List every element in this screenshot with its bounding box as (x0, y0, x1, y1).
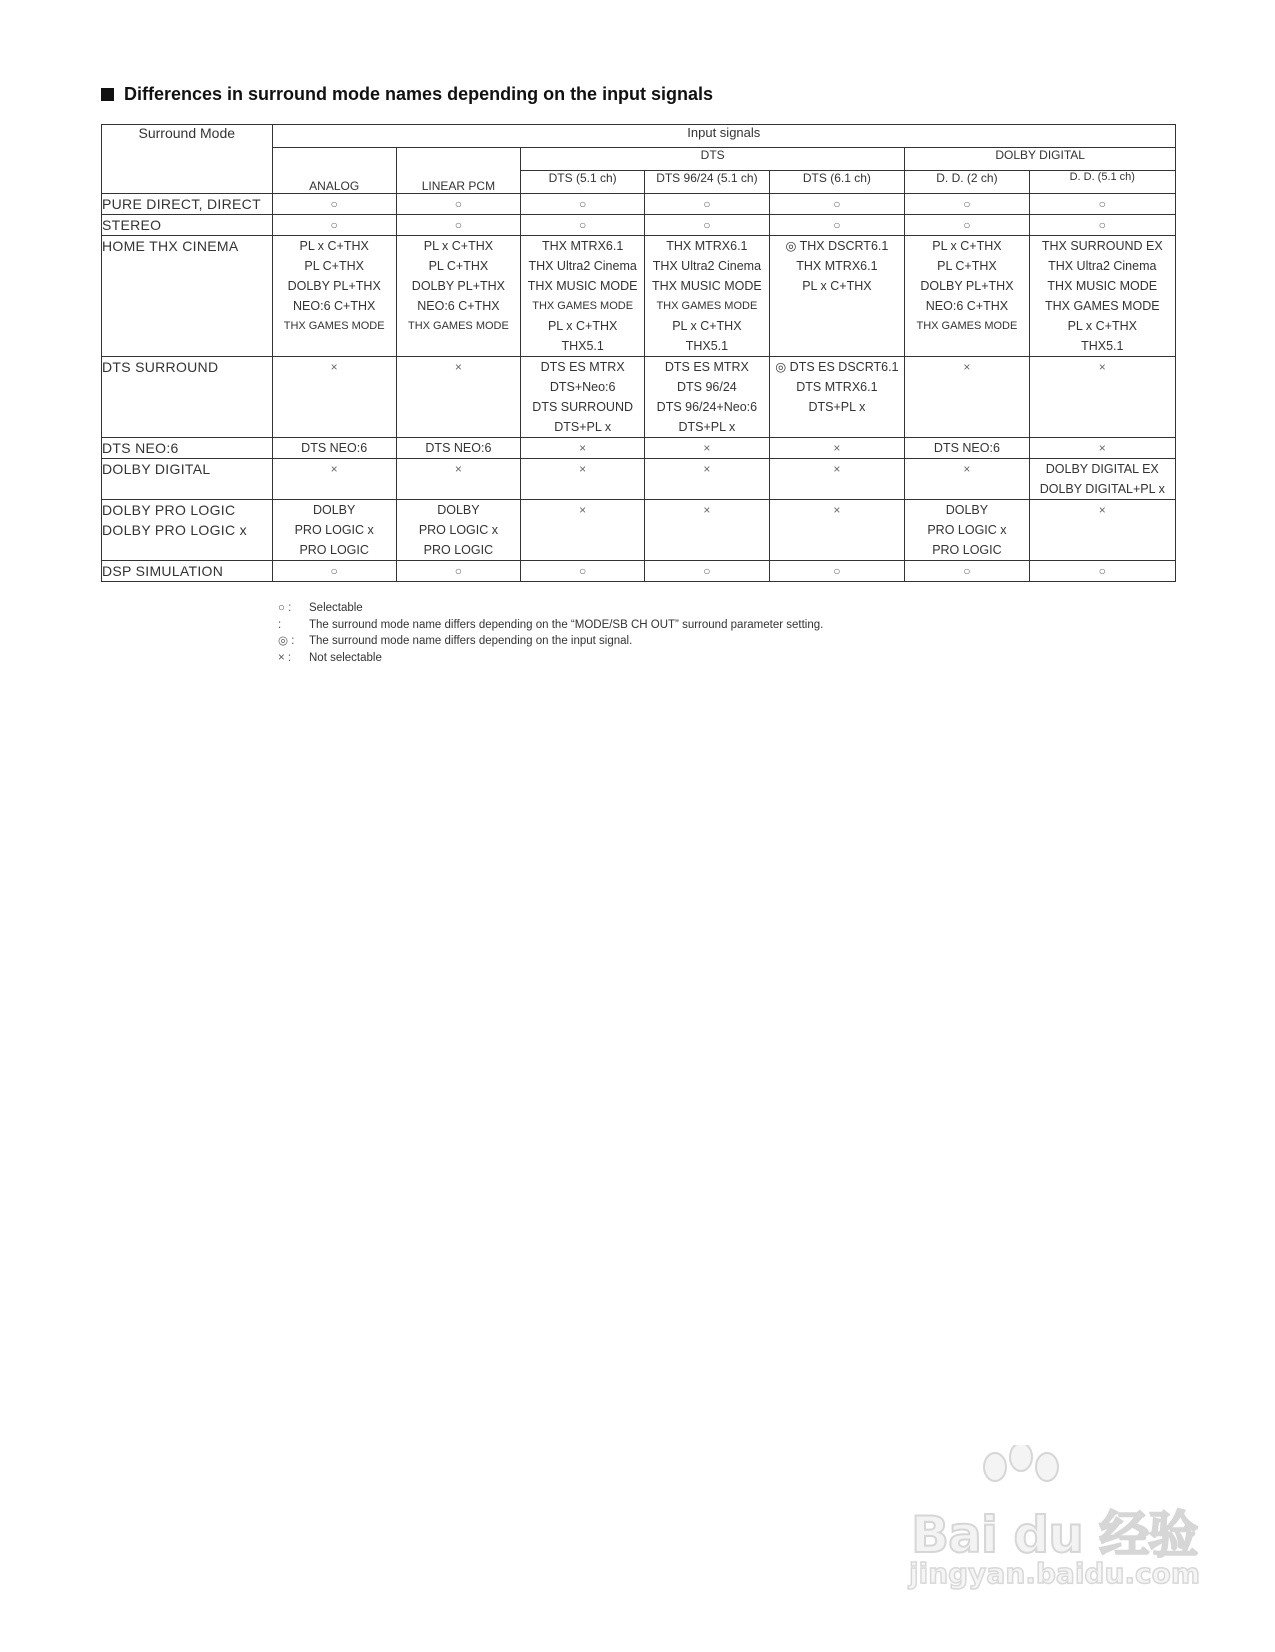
cell-line: DTS MTRX6.1 (796, 380, 878, 394)
column-header-dts-96-24: DTS 96/24 (5.1 ch) (645, 171, 769, 194)
cell-line: ○ (579, 564, 587, 578)
mode-line: HOME THX CINEMA (102, 238, 239, 254)
legend (278, 600, 823, 666)
cell-line: ○ (963, 197, 971, 211)
watermark-main: Bai du 经验 (911, 1506, 1198, 1564)
row-mode-label (102, 357, 273, 438)
cell-dts-6-1 (769, 500, 905, 561)
cell-line: ○ (579, 197, 587, 211)
cell-dd-2ch (905, 236, 1029, 357)
cell-line: × (703, 503, 711, 517)
cell-line: × (579, 462, 587, 476)
cell-linear-pcm (396, 236, 520, 357)
legend-item (278, 617, 823, 634)
cell-dts-5-1 (521, 459, 645, 500)
cell-line: DOLBY (437, 503, 480, 517)
legend-symbol: ◎ : (278, 635, 295, 647)
cell-dts-96-24 (645, 459, 769, 500)
cell-dts-6-1 (769, 194, 905, 215)
cell-line: × (1098, 503, 1106, 517)
cell-dd-5-1 (1029, 194, 1175, 215)
cell-analog (272, 236, 396, 357)
square-bullet-icon (101, 88, 114, 101)
cell-dts-5-1 (521, 438, 645, 459)
cell-line: PRO LOGIC (932, 543, 1002, 557)
row-mode-label (102, 194, 273, 215)
cell-line: ○ (330, 197, 338, 211)
row-mode-label (102, 459, 273, 500)
cell-line: NEO:6 C+THX (417, 299, 500, 313)
column-header-dd-5-1: D. D. (5.1 ch) (1029, 171, 1175, 194)
cell-line: × (833, 503, 841, 517)
legend-item (278, 633, 823, 650)
mode-line: PURE DIRECT, DIRECT (102, 196, 261, 212)
cell-dts-96-24 (645, 357, 769, 438)
cell-line: PRO LOGIC (423, 543, 494, 557)
cell-line: ○ (330, 564, 338, 578)
legend-text: Not selectable (309, 651, 382, 664)
cell-line: THX GAMES MODE (407, 320, 509, 332)
cell-line: ◎ THX DSCRT6.1 (785, 239, 889, 253)
cell-line: DOLBY (945, 503, 989, 517)
table-row (102, 194, 1176, 215)
cell-line: ○ (833, 218, 841, 232)
cell-line: × (330, 462, 338, 476)
cell-line: ○ (703, 564, 711, 578)
cell-line: THX MTRX6.1 (542, 239, 624, 253)
cell-line: ○ (963, 564, 971, 578)
cell-line: × (963, 462, 971, 476)
cell-line: PRO LOGIC x (294, 523, 374, 537)
section-heading (101, 84, 713, 105)
column-header-dts-5-1: DTS (5.1 ch) (521, 171, 645, 194)
cell-dd-5-1 (1029, 236, 1175, 357)
cell-analog (272, 215, 396, 236)
cell-line: DTS 96/24 (677, 380, 737, 394)
cell-dd-2ch (905, 438, 1029, 459)
legend-symbol: ○ : (278, 602, 292, 614)
cell-line: THX SURROUND EX (1041, 239, 1163, 253)
cell-analog (272, 357, 396, 438)
cell-line: DOLBY PL+THX (287, 279, 381, 293)
mode-line: DTS SURROUND (102, 359, 219, 375)
cell-line: ○ (330, 218, 338, 232)
row-mode-label (102, 236, 273, 357)
cell-line: ◎ DTS ES DSCRT6.1 (775, 360, 899, 374)
cell-line: ○ (1098, 218, 1106, 232)
cell-line: DOLBY DIGITAL EX (1045, 462, 1159, 476)
cell-line: THX MUSIC MODE (527, 279, 638, 293)
cell-line: ○ (1098, 197, 1106, 211)
cell-line: DTS+PL x (678, 420, 736, 434)
column-header-linear-pcm: LINEAR PCM (396, 148, 520, 194)
cell-dd-5-1 (1029, 500, 1175, 561)
table-row (102, 500, 1176, 561)
cell-line: × (1098, 441, 1106, 455)
cell-line: THX Ultra2 Cinema (528, 259, 637, 273)
cell-line: THX5.1 (685, 339, 729, 353)
cell-line: DTS NEO:6 (425, 441, 492, 455)
cell-line: PRO LOGIC x (927, 523, 1007, 537)
input-signals-header: Input signals (272, 125, 1175, 148)
cell-line: PL x C+THX (1067, 319, 1137, 333)
cell-line: ○ (454, 218, 463, 232)
table-row (102, 459, 1176, 500)
cell-line: DTS SURROUND (532, 400, 633, 414)
table-row (102, 215, 1176, 236)
cell-dts-96-24 (645, 236, 769, 357)
cell-line: DTS NEO:6 (301, 441, 368, 455)
cell-line: THX GAMES MODE (1044, 299, 1160, 313)
cell-line: ○ (963, 218, 971, 232)
cell-line: × (330, 360, 338, 374)
cell-line: × (1098, 360, 1106, 374)
cell-dts-6-1 (769, 215, 905, 236)
column-header-dd-2ch: D. D. (2 ch) (905, 171, 1029, 194)
cell-dd-2ch (905, 561, 1029, 582)
table-body (102, 194, 1176, 582)
cell-line: PRO LOGIC x (418, 523, 498, 537)
cell-dd-5-1 (1029, 561, 1175, 582)
cell-line: DTS 96/24+Neo:6 (656, 400, 758, 414)
cell-analog (272, 438, 396, 459)
watermark-sub: jingyan.baidu.com (909, 1557, 1201, 1590)
cell-line: PL x C+THX (672, 319, 742, 333)
cell-line: PL x C+THX (299, 239, 369, 253)
row-mode-label (102, 500, 273, 561)
cell-line: ○ (579, 218, 587, 232)
cell-line: DTS+PL x (808, 400, 866, 414)
cell-line: DTS ES MTRX (540, 360, 625, 374)
cell-line: THX Ultra2 Cinema (1048, 259, 1157, 273)
cell-dts-96-24 (645, 500, 769, 561)
cell-dd-2ch (905, 215, 1029, 236)
legend-item (278, 600, 823, 617)
cell-dts-6-1 (769, 561, 905, 582)
cell-line: THX MTRX6.1 (796, 259, 878, 273)
cell-line: ○ (454, 197, 463, 211)
cell-line: PL C+THX (428, 259, 489, 273)
surround-mode-table (101, 124, 1176, 582)
cell-dts-96-24 (645, 438, 769, 459)
cell-line: ○ (703, 197, 711, 211)
baidu-watermark (905, 1455, 1205, 1595)
cell-line: ○ (833, 197, 841, 211)
mode-line: DOLBY PRO LOGIC x (102, 522, 247, 538)
table-row (102, 561, 1176, 582)
cell-line: × (703, 441, 711, 455)
cell-line: THX5.1 (561, 339, 604, 353)
table-row (102, 438, 1176, 459)
legend-text: The surround mode name differs depending on the input signal. (309, 635, 633, 647)
cell-line: PL C+THX (304, 259, 364, 273)
cell-linear-pcm (396, 561, 520, 582)
cell-linear-pcm (396, 215, 520, 236)
cell-line: × (579, 441, 587, 455)
cell-line: × (579, 503, 587, 517)
cell-dts-5-1 (521, 357, 645, 438)
cell-line: ○ (1098, 564, 1106, 578)
cell-dts-96-24 (645, 194, 769, 215)
cell-dts-5-1 (521, 215, 645, 236)
cell-line: DTS+PL x (554, 420, 612, 434)
cell-line: THX MUSIC MODE (652, 279, 762, 293)
cell-line: NEO:6 C+THX (293, 299, 376, 313)
cell-line: × (454, 360, 462, 374)
column-header-analog: ANALOG (272, 148, 396, 194)
table-row (102, 236, 1176, 357)
column-header-dts-6-1: DTS (6.1 ch) (769, 171, 905, 194)
cell-line: DTS ES MTRX (664, 360, 749, 374)
cell-analog (272, 194, 396, 215)
cell-linear-pcm (396, 500, 520, 561)
cell-dts-6-1 (769, 357, 905, 438)
table-row (102, 357, 1176, 438)
cell-line: PL C+THX (937, 259, 997, 273)
cell-line: × (963, 360, 971, 374)
cell-dd-2ch (905, 459, 1029, 500)
cell-line: PL x C+THX (423, 239, 494, 253)
group-header-dts: DTS (521, 148, 905, 171)
cell-dd-5-1 (1029, 357, 1175, 438)
cell-line: DOLBY (312, 503, 356, 517)
cell-analog (272, 561, 396, 582)
cell-line: DOLBY PL+THX (920, 279, 1014, 293)
cell-analog (272, 500, 396, 561)
cell-dd-2ch (905, 500, 1029, 561)
legend-symbol: : (278, 618, 282, 631)
legend-text: Selectable (309, 602, 363, 614)
cell-analog (272, 459, 396, 500)
cell-dd-2ch (905, 194, 1029, 215)
mode-line: STEREO (102, 217, 162, 233)
cell-line: × (703, 462, 711, 476)
cell-line: THX GAMES MODE (656, 300, 758, 312)
cell-dts-5-1 (521, 194, 645, 215)
cell-linear-pcm (396, 459, 520, 500)
cell-line: THX MUSIC MODE (1047, 279, 1158, 293)
cell-line: PL x C+THX (547, 319, 618, 333)
heading-text: Differences in surround mode names depending on the input signals (124, 84, 714, 104)
cell-line: THX GAMES MODE (916, 320, 1018, 332)
cell-line: THX GAMES MODE (532, 300, 634, 312)
cell-line: PL x C+THX (932, 239, 1002, 253)
cell-dts-6-1 (769, 236, 905, 357)
cell-line: NEO:6 C+THX (925, 299, 1009, 313)
cell-line: DOLBY DIGITAL+PL x (1039, 482, 1165, 496)
cell-line: THX Ultra2 Cinema (652, 259, 762, 273)
cell-line: DTS NEO:6 (933, 441, 1000, 455)
cell-line: ○ (703, 218, 711, 232)
cell-linear-pcm (396, 357, 520, 438)
row-mode-label (102, 215, 273, 236)
cell-linear-pcm (396, 438, 520, 459)
mode-line: DOLBY PRO LOGIC (102, 502, 236, 518)
legend-text: The surround mode name differs depending on the “MODE/SB CH OUT” surround parameter setting. (309, 618, 824, 631)
cell-dd-2ch (905, 357, 1029, 438)
cell-dd-5-1 (1029, 215, 1175, 236)
cell-line: × (454, 462, 462, 476)
row-mode-label (102, 561, 273, 582)
cell-dts-96-24 (645, 215, 769, 236)
mode-line: DTS NEO:6 (102, 440, 179, 456)
cell-line: DOLBY PL+THX (411, 279, 506, 293)
cell-line: THX MTRX6.1 (666, 239, 748, 253)
mode-line: DOLBY DIGITAL (102, 461, 211, 477)
cell-dts-96-24 (645, 561, 769, 582)
cell-line: THX GAMES MODE (283, 320, 385, 332)
cell-line: × (833, 462, 841, 476)
cell-line: × (833, 441, 841, 455)
cell-line: PRO LOGIC (299, 543, 369, 557)
cell-dts-6-1 (769, 459, 905, 500)
cell-dd-5-1 (1029, 438, 1175, 459)
cell-linear-pcm (396, 194, 520, 215)
cell-line: DTS+Neo:6 (549, 380, 616, 394)
legend-item (278, 650, 823, 667)
mode-line: DSP SIMULATION (102, 563, 224, 579)
cell-line: PL x C+THX (802, 279, 872, 293)
cell-line: ○ (833, 564, 841, 578)
cell-dts-5-1 (521, 500, 645, 561)
group-header-dolby-digital: DOLBY DIGITAL (905, 148, 1176, 171)
cell-dts-5-1 (521, 236, 645, 357)
cell-line: THX5.1 (1081, 339, 1124, 353)
row-mode-label (102, 438, 273, 459)
legend-symbol: × : (278, 651, 292, 664)
cell-dd-5-1 (1029, 459, 1175, 500)
cell-line: ○ (454, 564, 463, 578)
cell-dts-6-1 (769, 438, 905, 459)
surround-mode-header: Surround Mode (102, 125, 273, 194)
cell-dts-5-1 (521, 561, 645, 582)
